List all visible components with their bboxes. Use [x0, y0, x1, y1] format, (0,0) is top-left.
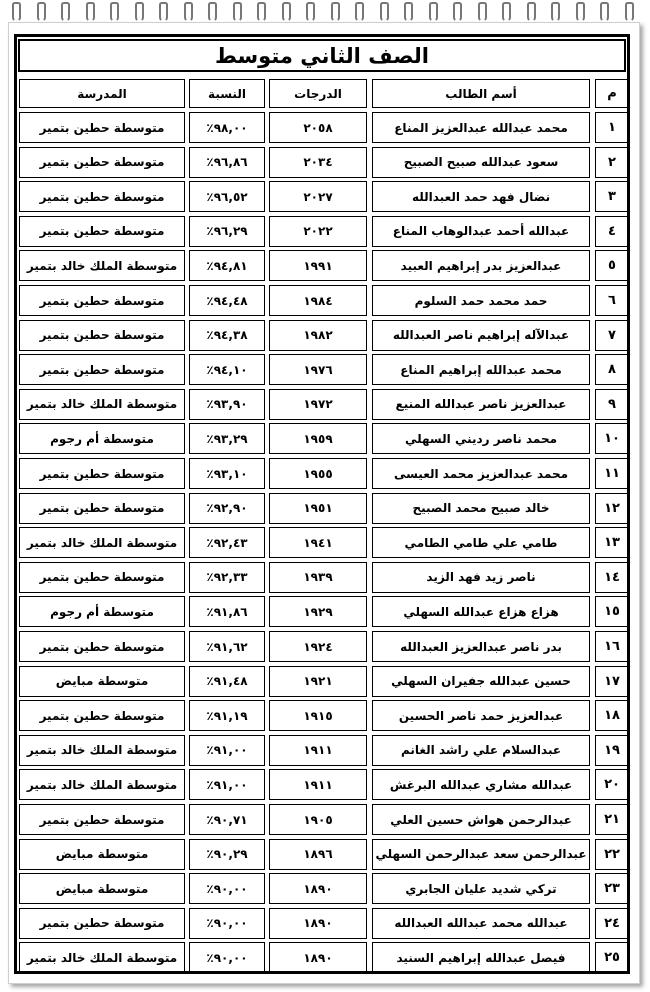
student-grade: ١٨٩٦ [269, 839, 367, 870]
student-school: متوسطة حطين بتمير [19, 562, 185, 593]
student-percent: ٩١,١٩٪ [189, 700, 265, 731]
header-percent: النسبة [189, 79, 265, 108]
student-name: عبدالعزيز ناصر عبدالله المنيع [372, 389, 590, 420]
student-percent: ٩٦,٥٢٪ [189, 181, 265, 212]
student-percent: ٩٢,٤٣٪ [189, 527, 265, 558]
student-grade: ٢٠٣٤ [269, 147, 367, 178]
student-school: متوسطة حطين بتمير [19, 493, 185, 524]
header-school: المدرسة [19, 79, 185, 108]
student-name: محمد ناصر رديني السهلي [372, 423, 590, 454]
student-name: حسين عبدالله جفيران السهلي [372, 666, 590, 697]
row-number: ٤ [595, 216, 629, 247]
student-name: عبدالله محمد عبدالله العبدالله [372, 908, 590, 939]
student-percent: ٩١,٨٦٪ [189, 596, 265, 627]
student-school: متوسطة حطين بتمير [19, 458, 185, 489]
student-name: سعود عبدالله صبيح الصبيح [372, 147, 590, 178]
student-school: متوسطة حطين بتمير [19, 285, 185, 316]
student-grade: ١٩٩١ [269, 250, 367, 281]
row-number: ١١ [595, 458, 629, 489]
student-grade: ١٩٥٥ [269, 458, 367, 489]
row-number: ١٠ [595, 423, 629, 454]
row-number: ٩ [595, 389, 629, 420]
row-number: ١٤ [595, 562, 629, 593]
row-number: ٦ [595, 285, 629, 316]
student-name: حمد محمد حمد السلوم [372, 285, 590, 316]
row-number: ١٧ [595, 666, 629, 697]
row-number: ٢٣ [595, 873, 629, 904]
student-school: متوسطة مبايض [19, 873, 185, 904]
student-grade: ١٩٥٩ [269, 423, 367, 454]
student-name: عبدالآله إبراهيم ناصر العبدالله [372, 320, 590, 351]
binding-ring [429, 2, 438, 22]
binding-ring [306, 2, 315, 22]
binding-ring [86, 2, 95, 22]
student-percent: ٩٠,٠٠٪ [189, 942, 265, 973]
student-grade: ١٩٧٢ [269, 389, 367, 420]
binding-ring [135, 2, 144, 22]
binding-ring [355, 2, 364, 22]
student-grade: ١٩٧٦ [269, 354, 367, 385]
student-grade: ١٩٥١ [269, 493, 367, 524]
row-number: ١٦ [595, 631, 629, 662]
row-number: ١٥ [595, 596, 629, 627]
student-percent: ٩٣,١٠٪ [189, 458, 265, 489]
binding-ring [233, 2, 242, 22]
student-percent: ٩١,٤٨٪ [189, 666, 265, 697]
row-number: ٢ [595, 147, 629, 178]
binding-ring [61, 2, 70, 22]
student-school: متوسطة أم رجوم [19, 423, 185, 454]
row-number: ٥ [595, 250, 629, 281]
student-percent: ٩١,٦٢٪ [189, 631, 265, 662]
student-name: طامي علي طامي الطامي [372, 527, 590, 558]
binding-ring [208, 2, 217, 22]
student-school: متوسطة الملك خالد بتمير [19, 769, 185, 800]
student-name: بدر ناصر عبدالعزيز العبدالله [372, 631, 590, 662]
binding-ring [404, 2, 413, 22]
binding-ring [184, 2, 193, 22]
row-number: ١٢ [595, 493, 629, 524]
student-grade: ٢٠٥٨ [269, 112, 367, 143]
binding-ring [331, 2, 340, 22]
page-title: الصف الثاني متوسط [18, 39, 626, 72]
student-school: متوسطة حطين بتمير [19, 908, 185, 939]
row-number: ١٣ [595, 527, 629, 558]
binding-ring [478, 2, 487, 22]
student-name: عبدالله أحمد عبدالوهاب المناع [372, 216, 590, 247]
row-number: ١٨ [595, 700, 629, 731]
student-school: متوسطة حطين بتمير [19, 354, 185, 385]
student-name: عبدالرحمن سعد عبدالرحمن السهلي [372, 839, 590, 870]
student-school: متوسطة حطين بتمير [19, 804, 185, 835]
student-grade: ٢٠٢٧ [269, 181, 367, 212]
student-grade: ١٩١١ [269, 735, 367, 766]
student-grade: ١٨٩٠ [269, 942, 367, 973]
student-school: متوسطة حطين بتمير [19, 700, 185, 731]
row-number: ٢٥ [595, 942, 629, 973]
student-name: خالد صبيح محمد الصبيح [372, 493, 590, 524]
row-number: ٢٤ [595, 908, 629, 939]
student-percent: ٩٢,٩٠٪ [189, 493, 265, 524]
student-percent: ٩٦,٨٦٪ [189, 147, 265, 178]
binding-ring [502, 2, 511, 22]
student-grade: ١٩٢١ [269, 666, 367, 697]
student-percent: ٩٠,٠٠٪ [189, 908, 265, 939]
student-school: متوسطة حطين بتمير [19, 147, 185, 178]
binding-ring [110, 2, 119, 22]
student-name: محمد عبدالعزيز محمد العيسى [372, 458, 590, 489]
row-number: ٢٠ [595, 769, 629, 800]
binding-ring [551, 2, 560, 22]
student-percent: ٩٦,٢٩٪ [189, 216, 265, 247]
student-name: نضال فهد حمد العبدالله [372, 181, 590, 212]
student-percent: ٩٣,٩٠٪ [189, 389, 265, 420]
student-name: هزاع هزاع عبدالله السهلي [372, 596, 590, 627]
binding-ring [527, 2, 536, 22]
student-grade: ٢٠٢٢ [269, 216, 367, 247]
row-number: ٨ [595, 354, 629, 385]
student-school: متوسطة حطين بتمير [19, 320, 185, 351]
student-school: متوسطة حطين بتمير [19, 216, 185, 247]
student-percent: ٩٣,٢٩٪ [189, 423, 265, 454]
binding-ring [37, 2, 46, 22]
student-name: تركي شديد عليان الجابري [372, 873, 590, 904]
student-name: عبدالعزيز حمد ناصر الحسين [372, 700, 590, 731]
student-school: متوسطة الملك خالد بتمير [19, 942, 185, 973]
student-school: متوسطة حطين بتمير [19, 181, 185, 212]
row-number: ١ [595, 112, 629, 143]
student-percent: ٩١,٠٠٪ [189, 769, 265, 800]
student-school: متوسطة حطين بتمير [19, 112, 185, 143]
student-name: ناصر زيد فهد الزيد [372, 562, 590, 593]
row-number: ٧ [595, 320, 629, 351]
binding-ring [576, 2, 585, 22]
row-number: ١٩ [595, 735, 629, 766]
student-percent: ٩٤,٨١٪ [189, 250, 265, 281]
binding-ring [257, 2, 266, 22]
student-percent: ٩٢,٣٣٪ [189, 562, 265, 593]
student-percent: ٩٤,٤٨٪ [189, 285, 265, 316]
student-name: محمد عبدالله إبراهيم المناع [372, 354, 590, 385]
binding-ring [380, 2, 389, 22]
student-percent: ٩٤,٣٨٪ [189, 320, 265, 351]
student-name: محمد عبدالله عبدالعزيز المناع [372, 112, 590, 143]
student-grade: ١٩١١ [269, 769, 367, 800]
header-grade: الدرجات [269, 79, 367, 108]
student-grade: ١٩٤١ [269, 527, 367, 558]
student-name: عبدالعزيز بدر إبراهيم العبيد [372, 250, 590, 281]
student-grade: ١٨٩٠ [269, 873, 367, 904]
binding-ring [12, 2, 21, 22]
student-name: عبدالله مشاري عبدالله البرغش [372, 769, 590, 800]
student-percent: ٩٠,٠٠٪ [189, 873, 265, 904]
student-grade: ١٩٨٤ [269, 285, 367, 316]
binding-ring [600, 2, 609, 22]
row-number: ٣ [595, 181, 629, 212]
student-school: متوسطة الملك خالد بتمير [19, 735, 185, 766]
binding-ring [453, 2, 462, 22]
binding-ring [282, 2, 291, 22]
student-name: عبدالرحمن هواش حسين العلي [372, 804, 590, 835]
student-grade: ١٨٩٠ [269, 908, 367, 939]
student-school: متوسطة مبايض [19, 839, 185, 870]
student-percent: ٩١,٠٠٪ [189, 735, 265, 766]
student-school: متوسطة الملك خالد بتمير [19, 389, 185, 420]
student-grade: ١٩٠٥ [269, 804, 367, 835]
student-name: عبدالسلام علي راشد الغانم [372, 735, 590, 766]
student-percent: ٩٨,٠٠٪ [189, 112, 265, 143]
student-school: متوسطة مبايض [19, 666, 185, 697]
student-name: فيصل عبدالله إبراهيم السنيد [372, 942, 590, 973]
header-name: أسم الطالب [372, 79, 590, 108]
student-percent: ٩٠,٧١٪ [189, 804, 265, 835]
binding-ring [625, 2, 634, 22]
student-school: متوسطة الملك خالد بتمير [19, 250, 185, 281]
row-number: ٢١ [595, 804, 629, 835]
student-school: متوسطة أم رجوم [19, 596, 185, 627]
student-school: متوسطة حطين بتمير [19, 631, 185, 662]
student-school: متوسطة الملك خالد بتمير [19, 527, 185, 558]
student-grade: ١٩٣٩ [269, 562, 367, 593]
student-grade: ١٩١٥ [269, 700, 367, 731]
header-num: م [595, 79, 629, 108]
student-percent: ٩٠,٢٩٪ [189, 839, 265, 870]
binding-ring [159, 2, 168, 22]
student-percent: ٩٤,١٠٪ [189, 354, 265, 385]
student-grade: ١٩٢٤ [269, 631, 367, 662]
student-grade: ١٩٢٩ [269, 596, 367, 627]
row-number: ٢٢ [595, 839, 629, 870]
student-grade: ١٩٨٢ [269, 320, 367, 351]
